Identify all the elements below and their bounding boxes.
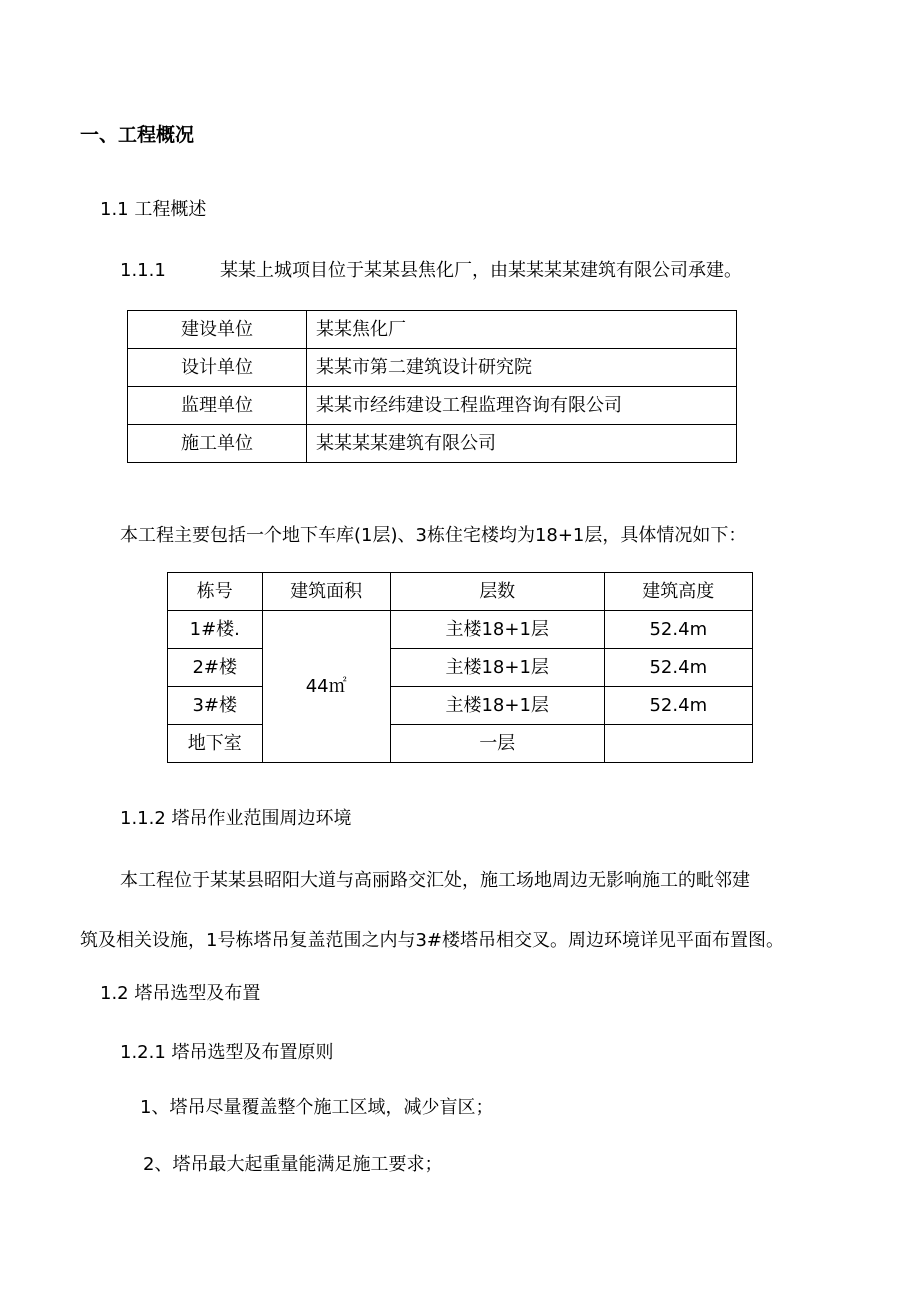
unit-label: 监理单位 xyxy=(128,387,307,425)
environment-paragraph-line2: 筑及相关设施，1号栋塔吊复盖范围之内与3#楼塔吊相交叉。周边环境详见平面布置图。 xyxy=(80,930,784,951)
table-row xyxy=(128,425,737,463)
intro-paragraph: 本工程主要包括一个地下车库(1层)、3栋住宅楼均为18+1层，具体情况如下： xyxy=(120,525,747,546)
building-floors: 一层 xyxy=(390,725,604,763)
section-heading-1-1: 1.1 工程概述 xyxy=(100,199,207,220)
section-heading-1-1-2: 1.1.2 塔吊作业范围周边环境 xyxy=(120,808,352,829)
header-building: 栋号 xyxy=(168,573,263,611)
table-row xyxy=(128,387,737,425)
item-number: 1.1.1 xyxy=(120,260,166,281)
buildings-table xyxy=(167,572,753,763)
building-area: 44㎡ xyxy=(262,611,390,763)
unit-value: 某某焦化厂 xyxy=(307,311,737,349)
building-height: 52.4m xyxy=(604,611,752,649)
building-height xyxy=(604,725,752,763)
table-row xyxy=(168,611,753,649)
section-heading-1-2: 1.2 塔吊选型及布置 xyxy=(100,983,261,1004)
environment-paragraph-line1 xyxy=(80,866,750,892)
chapter-heading: 一、工程概况 xyxy=(80,124,195,146)
table-row xyxy=(168,725,753,763)
building-floors: 主楼18+1层 xyxy=(390,611,604,649)
item-1-1-1 xyxy=(120,256,742,282)
unit-value: 某某某某建筑有限公司 xyxy=(307,425,737,463)
table-row xyxy=(168,649,753,687)
building-name: 2#楼 xyxy=(168,649,263,687)
unit-value: 某某市第二建筑设计研究院 xyxy=(307,349,737,387)
units-table xyxy=(127,310,737,463)
building-name: 地下室 xyxy=(168,725,263,763)
environment-text-1: 本工程位于某某县昭阳大道与高丽路交汇处，施工场地周边无影响施工的毗邻建 xyxy=(120,870,750,891)
table-row xyxy=(128,349,737,387)
unit-label: 建设单位 xyxy=(128,311,307,349)
header-area: 建筑面积 xyxy=(262,573,390,611)
building-floors: 主楼18+1层 xyxy=(390,649,604,687)
item-text: 某某上城项目位于某某县焦化厂，由某某某某建筑有限公司承建。 xyxy=(220,260,742,281)
principle-item: 2、塔吊最大起重量能满足施工要求； xyxy=(143,1154,443,1175)
building-name: 3#楼 xyxy=(168,687,263,725)
building-floors: 主楼18+1层 xyxy=(390,687,604,725)
building-height: 52.4m xyxy=(604,687,752,725)
section-heading-1-2-1: 1.2.1 塔吊选型及布置原则 xyxy=(120,1042,334,1063)
header-height: 建筑高度 xyxy=(604,573,752,611)
building-height: 52.4m xyxy=(604,649,752,687)
header-floors: 层数 xyxy=(390,573,604,611)
table-header-row xyxy=(168,573,753,611)
unit-value: 某某市经纬建设工程监理咨询有限公司 xyxy=(307,387,737,425)
building-name: 1#楼. xyxy=(168,611,263,649)
unit-label: 设计单位 xyxy=(128,349,307,387)
unit-label: 施工单位 xyxy=(128,425,307,463)
table-row xyxy=(168,687,753,725)
table-row xyxy=(128,311,737,349)
principle-item: 1、塔吊尽量覆盖整个施工区域，减少盲区； xyxy=(140,1097,494,1118)
